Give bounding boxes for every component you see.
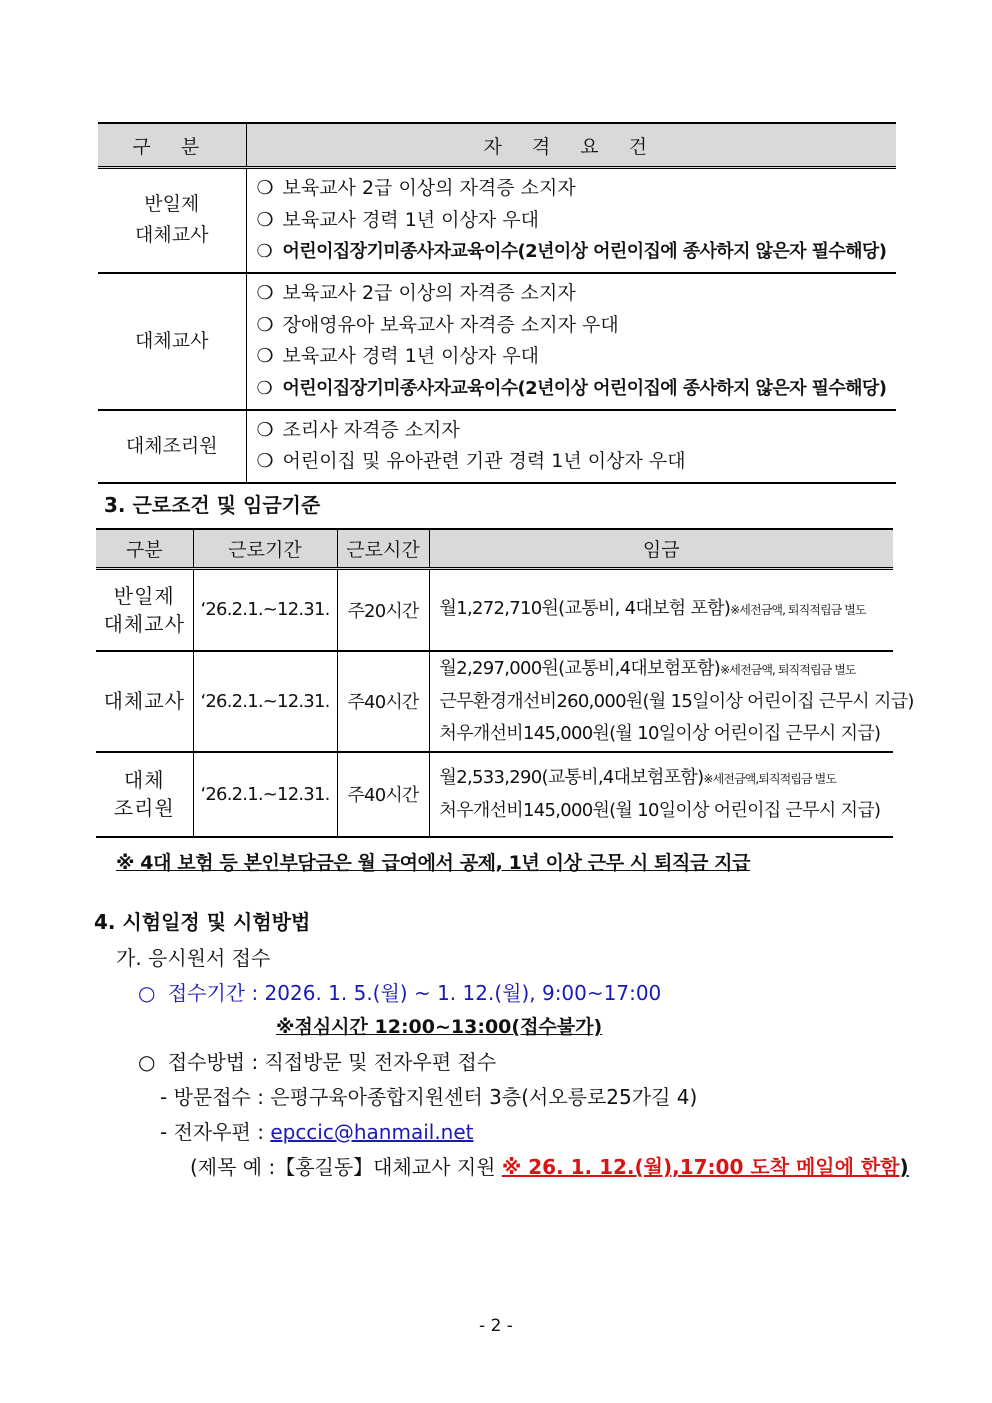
sub-heading-application: 가. 응시원서 접수: [116, 946, 271, 970]
wage-category-text: 대체: [123, 768, 165, 792]
wage-period: ‘26.2.1.~12.31.: [193, 569, 337, 651]
circle-bullet-icon: ○: [138, 981, 156, 1005]
wage-note-text: ※세전금액, 퇴직적립금 별도: [730, 603, 866, 618]
reception-period-text: 접수기간 : 2026. 1. 5.(월) ~ 1. 12.(월), 9:00~17:00: [167, 981, 662, 1005]
insurance-notice: ※ 4대 보험 등 본인부담금은 월 급여에서 공제, 1년 이상 근무 시 퇴직금 지급: [116, 852, 751, 874]
wage-table: [96, 528, 914, 838]
wage-hours: 주40시간: [337, 651, 429, 752]
wage-line: [440, 795, 893, 827]
email-deadline-note: ※ 26. 1. 12.(월),17:00 도착 메일에 한함: [501, 1155, 900, 1179]
wage-category: [96, 651, 193, 752]
wage-amount: [429, 569, 893, 651]
email-link[interactable]: epccic@hanmail.net: [270, 1120, 474, 1144]
wage-header-wage: 임금: [429, 529, 893, 569]
section-4-title: 4. 시험일정 및 시험방법: [94, 910, 311, 934]
wage-row: [96, 651, 893, 752]
wage-line: [440, 593, 893, 626]
qualification-category: [98, 273, 246, 410]
requirement-item: [257, 341, 897, 373]
circle-bullet-icon: ❍: [256, 177, 274, 199]
qualification-header-row: [98, 123, 896, 168]
wage-note-text: ※세전금액,퇴직적립금 별도: [703, 771, 837, 786]
wage-main-text: 처우개선비145,000원(월 10일이상 어린이집 근무시 지급): [439, 799, 881, 821]
reception-method-line: [138, 1046, 496, 1075]
reception-period-line: [138, 977, 661, 1006]
wage-category-text: 조리원: [113, 796, 175, 820]
requirement-item: [257, 415, 897, 447]
circle-bullet-icon: ❍: [256, 450, 274, 472]
requirement-text: 어린이집장기미종사자교육이수(2년이상 어린이집에 종사하지 않은자 필수해당): [282, 241, 887, 262]
wage-header-period: 근로기간: [193, 529, 337, 569]
circle-bullet-icon: ❍: [256, 208, 274, 231]
requirement-item: [257, 310, 897, 342]
qualification-row: [98, 168, 896, 273]
wage-main-text: 월2,533,290(교통비,4대보험포함): [439, 766, 704, 788]
wage-header-category: 구분: [96, 529, 193, 569]
lunch-time-note: ※점심시간 12:00~13:00(접수불가): [276, 1016, 603, 1038]
wage-line: [440, 718, 893, 750]
qualification-category-text: 대체교사: [135, 329, 209, 352]
wage-period: ‘26.2.1.~12.31.: [193, 651, 337, 752]
wage-amount: [429, 752, 893, 837]
requirement-item: [257, 446, 897, 478]
wage-main-text: 월1,272,710원(교통비, 4대보험 포함): [439, 598, 731, 620]
wage-hours: 주40시간: [337, 752, 429, 837]
wage-line: [439, 686, 914, 718]
wage-line: [440, 653, 893, 686]
wage-line: [440, 762, 893, 795]
qualification-category: [98, 168, 246, 273]
wage-main-text: 처우개선비145,000원(월 10일이상 어린이집 근무시 지급): [439, 722, 881, 744]
wage-main-text: 근무환경개선비260,000원(월 15일이상 어린이집 근무시 지급): [439, 690, 914, 712]
wage-category: [96, 569, 193, 651]
wage-header-hours: 근로시간: [337, 529, 429, 569]
requirement-text: 어린이집장기미종사자교육이수(2년이상 어린이집에 종사하지 않은자 필수해당): [282, 377, 887, 399]
qualification-requirements: [246, 410, 896, 483]
requirement-item: [257, 173, 897, 205]
circle-bullet-icon: ❍: [256, 345, 274, 367]
qualification-header-requirements: 자 격 요 건: [246, 123, 896, 168]
email-subject-close: ): [899, 1155, 909, 1179]
qualification-requirements: [246, 168, 896, 273]
requirement-text: 어린이집 및 유아관련 기관 경력 1년 이상자 우대: [282, 450, 686, 472]
qualification-category-text: 대체조리원: [125, 434, 218, 457]
wage-note-text: ※세전금액, 퇴직적립금 별도: [720, 662, 856, 677]
requirement-text: 보육교사 경력 1년 이상자 우대: [282, 208, 539, 231]
email-label: - 전자우편 :: [160, 1120, 271, 1144]
wage-amount: [429, 651, 914, 752]
requirement-item: [257, 373, 897, 405]
requirement-text: 조리사 자격증 소지자: [282, 418, 460, 441]
email-subject-example: (제목 예 :【홍길동】대체교사 지원: [190, 1155, 502, 1179]
email-subject-line: [190, 1151, 909, 1180]
requirement-text: 보육교사 2급 이상의 자격증 소지자: [282, 177, 576, 199]
circle-bullet-icon: ❍: [256, 282, 274, 304]
wage-header-row: [96, 529, 893, 569]
qualification-row: [98, 410, 896, 483]
qualification-category-text: 반일제: [144, 193, 200, 216]
wage-main-text: 월2,297,000원(교통비,4대보험포함): [439, 657, 721, 679]
wage-category-text: 대체교사: [103, 611, 185, 636]
qualification-header-category: 구 분: [98, 123, 246, 168]
qualification-row: [98, 273, 896, 410]
requirement-text: 보육교사 경력 1년 이상자 우대: [282, 345, 539, 367]
wage-period: ‘26.2.1.~12.31.: [193, 752, 337, 837]
wage-row: [96, 569, 893, 651]
circle-bullet-icon: ○: [138, 1050, 156, 1074]
section-3-title: 3. 근로조건 및 임금기준: [104, 493, 321, 517]
qualification-category-text: 대체교사: [135, 224, 209, 247]
requirement-item: [257, 205, 897, 237]
wage-category-text: 반일제: [113, 583, 175, 608]
requirement-text: 보육교사 2급 이상의 자격증 소지자: [282, 282, 576, 304]
circle-bullet-icon: ❍: [256, 418, 274, 441]
qualification-category: [98, 410, 246, 483]
email-reception-line: [160, 1116, 474, 1145]
circle-bullet-icon: ❍: [256, 313, 274, 336]
circle-bullet-icon: ❍: [256, 377, 273, 399]
visit-reception-line: - 방문접수 : 은평구육아종합지원센터 3층(서오릉로25가길 4): [160, 1085, 698, 1109]
page-number: - 2 -: [479, 1316, 513, 1336]
requirement-item: [257, 278, 897, 310]
requirement-text: 장애영유아 보육교사 자격증 소지자 우대: [282, 313, 619, 336]
reception-method-text: 접수방법 : 직접방문 및 전자우편 접수: [167, 1050, 497, 1074]
qualification-requirements: [246, 273, 896, 410]
requirement-item: [257, 236, 897, 268]
wage-hours: 주20시간: [337, 569, 429, 651]
wage-row: [96, 752, 893, 837]
wage-category: [96, 752, 193, 837]
circle-bullet-icon: ❍: [256, 241, 273, 262]
wage-category-text: 대체교사: [103, 689, 185, 713]
qualification-table: [98, 122, 896, 484]
